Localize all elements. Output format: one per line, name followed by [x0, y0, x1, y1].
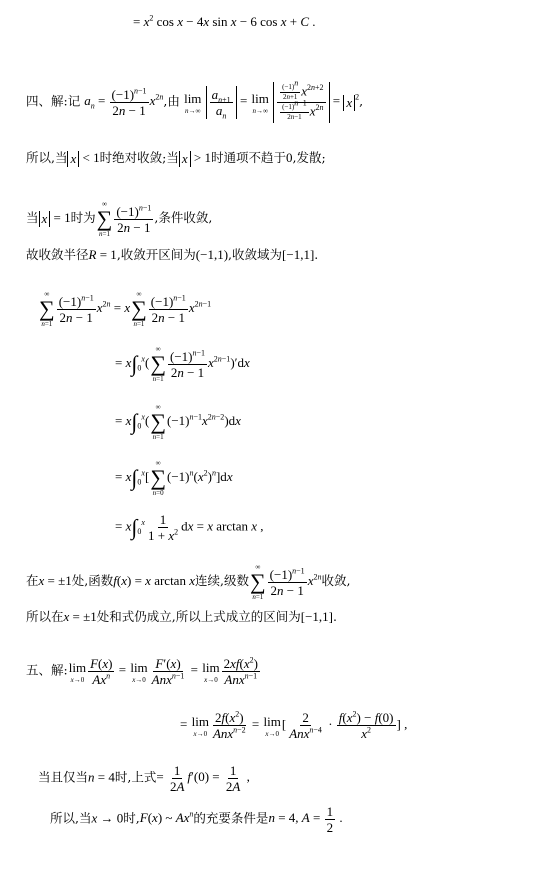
sum-derivation-1: ∞ ∑ n=1 $\frac{(-1)^{n-1}}{2n - 1}$ $x^{2n} = x$ ∞ ∑ n=1 $\frac{(-1)^{n-1}}{2n - 1}$ $x^{2n-1}$ [39, 290, 212, 328]
sum-derivation-4: = $x\int_0^x$[ ∞ ∑ n=0 $(-1)^n(x^2)^n]dx$ [115, 459, 233, 497]
section-four-intro: 四、解:记 $a_n$ = $\frac{(-1)^{n-1}}{2n - 1}$ $x^{2n}$,由 lim n→∞ $\frac{a_{n+1}}{a_n}$ = lim n→∞ $\frac{(-1)^n}{2n+1}$ $x^{2n+2}$ $\frac{(-1)^{n-1}}{2n-1}$ $x^{2n}$ = x $^2$, [26, 78, 364, 121]
section-five-intro: 五、解: lim x→0 $\frac{F(x)}{Ax^n}$ = lim x→0 $\frac{F'(x)}{Anx^{n-1}}$ = lim x→0 $\frac{2xf(x^2)}{Anx^{n-1}}$ [26, 655, 258, 687]
interval-line: 所以在x = ±1处和式仍成立,所以上式成立的区间为[−1,1]. [26, 609, 337, 624]
radius-line: 故收敛半径R = 1,收敛开区间为(−1,1),收敛域为[−1,1]. [26, 247, 319, 262]
convergence-line: 所以,当 x < 1时绝对收敛;当 x > 1时通项不趋于0,发散; [26, 150, 326, 167]
boundary-line: 当 x = 1时为 ∞ ∑ n=1 $\frac{(-1)^{n-1}}{2n - 1}$ ,条件收敛, [26, 200, 213, 238]
endpoint-continuity-line: 在x = ±1处,函数f(x) = x arctan x连续,级数 ∞ ∑ n=1 $\frac{(-1)^{n-1}}{2n - 1}$ $x^{2n}$收敛, [26, 563, 351, 601]
conclusion-line: 所以,当x → 0时,F(x) ~ Ax$^n$的充要条件是n = 4, A = $\frac{1}{2}$ . [50, 804, 343, 835]
sum-derivation-3: = $x\int_0^x$( ∞ ∑ n=1 $(-1)^{n-1}x^{2n-2})dx$ [115, 403, 241, 441]
condition-line: 当且仅当n = 4时,上式= $\frac{1}{2A}$ f′(0) = $\frac{1}{2A}$ , [38, 763, 250, 794]
result-line: = $x^2$ cos x − 4x sin x − 6 cos x + C . [133, 13, 316, 29]
sum-derivation-2: = $x\int_0^x$( ∞ ∑ n=1 $\frac{(-1)^{n-1}}{2n - 1}$ $x^{2n-1})'dx$ [115, 345, 250, 383]
section-five-step-2: = lim x→0 $\frac{2f(x^2)}{Anx^{n-2}}$ = lim x→0 [ $\frac{2}{Anx^{n-4}}$ · $\frac{f(x^2) - f(0)}{x^2}$ ] , [180, 709, 408, 741]
sum-derivation-5: = $x\int_0^x$ $\frac{1}{1 + x^2}$ dx = x arctan x , [115, 512, 264, 543]
